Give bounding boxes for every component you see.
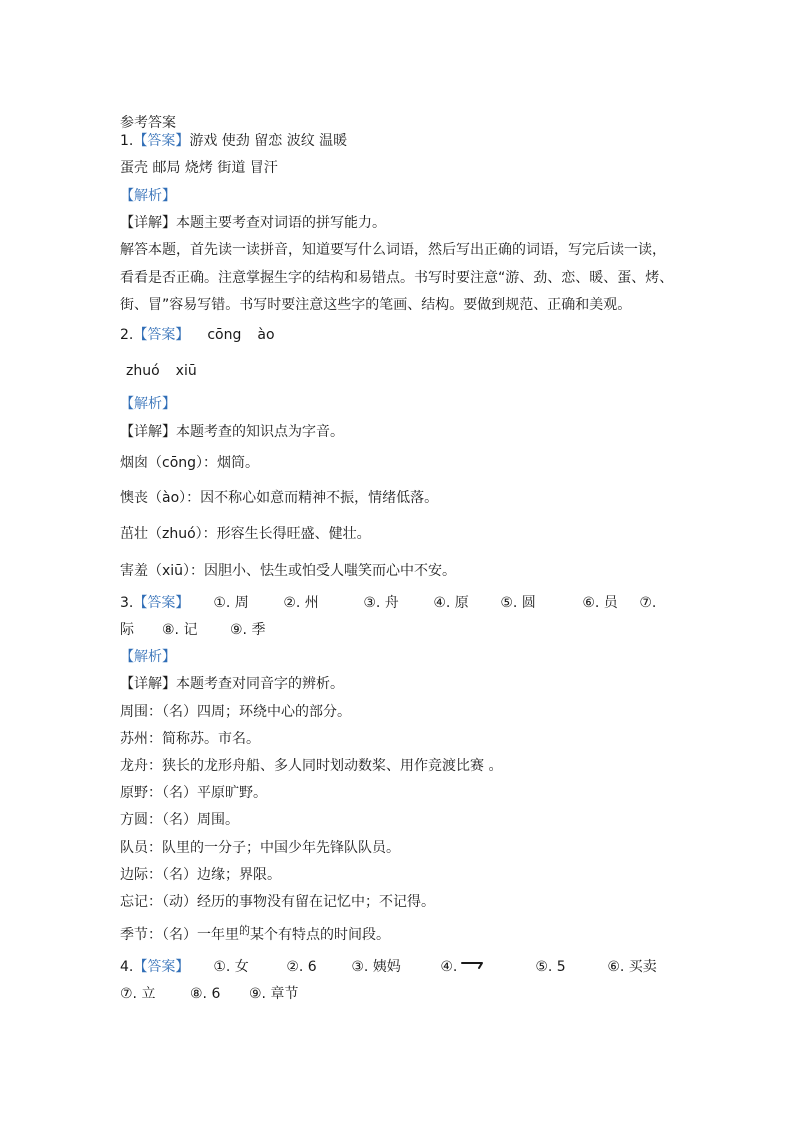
q4-answer-tag: 【答案】 — [133, 959, 190, 975]
q1-answer-tag: 【答案】 — [133, 133, 190, 149]
q4-answer: ⑨. 章节 — [249, 986, 299, 1002]
horizontal-hook-stroke-icon — [460, 960, 486, 974]
q2-analysis-tag: 【解析】 — [120, 396, 176, 412]
q2-answer-line — [120, 326, 275, 344]
q4-answer: ③. 姨妈 — [351, 959, 401, 975]
q3-answer: ⑨. 季 — [230, 622, 266, 638]
page-heading: 参考答案 — [120, 115, 176, 131]
q3-item-last-a: 季节：（名）一年里 — [120, 927, 239, 943]
q2-answer-line2 — [126, 362, 197, 380]
q2-item: 茁壮（zhuó）：形容生长得旺盛、健壮。 — [120, 526, 371, 542]
q3-answer: ⑥. 员 — [582, 595, 618, 611]
q3-answer-line2 — [120, 621, 265, 639]
q3-item: 队员：队里的一分子；中国少年先锋队队员。 — [120, 840, 400, 856]
q4-answer: ④. — [440, 959, 458, 975]
q3-item: 龙舟：狭长的龙形舟船、多人同时划动数桨、用作竞渡比赛 。 — [120, 758, 503, 774]
q3-answer: ⑧. 记 — [162, 622, 198, 638]
q3-item-last-c: 某个有特点的时间段。 — [250, 927, 390, 943]
q1-explain-2: 看看是否正确。注意掌握生字的结构和易错点。书写时要注意“游、劲、恋、暖、蛋、烤、 — [120, 270, 674, 286]
q4-answer: ②. 6 — [286, 959, 317, 975]
q2-number: 2. — [120, 327, 134, 343]
q3-number: 3. — [120, 595, 134, 611]
q3-detail: 【详解】本题考查对同音字的辨析。 — [120, 676, 344, 692]
q2-item: 懊丧（ào）：因不称心如意而精神不振，情绪低落。 — [120, 490, 439, 506]
q2-pinyin-4: xiū — [175, 363, 197, 379]
q2-answer-tag: 【答案】 — [133, 327, 190, 343]
q3-answer: ⑦. — [639, 595, 657, 611]
q3-answer: 际 — [120, 622, 134, 638]
q3-analysis-tag: 【解析】 — [120, 649, 176, 665]
q3-item: 周围：（名）四周；环绕中心的部分。 — [120, 704, 351, 720]
q3-item: 苏州：简称苏。市名。 — [120, 731, 260, 747]
q3-item: 原野：（名）平原旷野。 — [120, 785, 267, 801]
q4-answer: ⑥. 买卖 — [607, 959, 657, 975]
q2-pinyin-3: zhuó — [126, 363, 160, 379]
q4-answer-stroke — [460, 958, 535, 976]
q3-answer: ②. 州 — [283, 595, 319, 611]
q2-item: 害羞（xiū）：因胆小、怯生或怕受人嗤笑而心中不安。 — [120, 563, 457, 579]
q2-pinyin-1: cōng — [207, 327, 242, 343]
q4-number: 4. — [120, 959, 134, 975]
q3-answer: ③. 舟 — [363, 595, 399, 611]
q1-answers-line2: 蛋壳 邮局 烧烤 街道 冒汗 — [120, 160, 278, 176]
q1-detail: 【详解】本题主要考查对词语的拼写能力。 — [120, 215, 386, 231]
q3-answer: ④. 原 — [433, 595, 469, 611]
q3-answer-line — [120, 594, 656, 612]
q3-item: 方圆：（名）周围。 — [120, 812, 239, 828]
q1-explain-3: 街、冒”容易写错。书写时要注意这些字的笔画、结构。要做到规范、正确和美观。 — [120, 297, 632, 313]
q3-item-last-b: 的 — [239, 924, 250, 937]
q1-answer-line — [120, 132, 347, 150]
q4-answer-line2 — [120, 985, 298, 1003]
q1-answers-line1: 游戏 使劲 留恋 波纹 温暖 — [189, 133, 348, 149]
q3-item: 边际：（名）边缘；界限。 — [120, 867, 281, 883]
q1-analysis-tag: 【解析】 — [120, 188, 176, 204]
q1-number: 1. — [120, 133, 134, 149]
q2-detail: 【详解】本题考查的知识点为字音。 — [120, 424, 344, 440]
q4-answer: ⑦. 立 — [120, 986, 156, 1002]
q2-pinyin-2: ào — [257, 327, 275, 343]
q3-answer-tag: 【答案】 — [133, 595, 190, 611]
q3-item-last — [120, 926, 390, 945]
q3-answer: ①. 周 — [213, 595, 249, 611]
q4-answer: ①. 女 — [213, 959, 249, 975]
q4-answer-line — [120, 958, 657, 976]
q2-item: 烟囱（cōng）：烟筒。 — [120, 455, 260, 471]
q1-explain-1: 解答本题，首先读一读拼音，知道要写什么词语，然后写出正确的词语，写完后读一读， — [120, 242, 666, 258]
q4-answer: ⑧. 6 — [190, 986, 221, 1002]
q4-answer: ⑤. 5 — [535, 959, 566, 975]
q3-item: 忘记：（动）经历的事物没有留在记忆中；不记得。 — [120, 894, 435, 910]
q3-answer: ⑤. 圆 — [500, 595, 536, 611]
